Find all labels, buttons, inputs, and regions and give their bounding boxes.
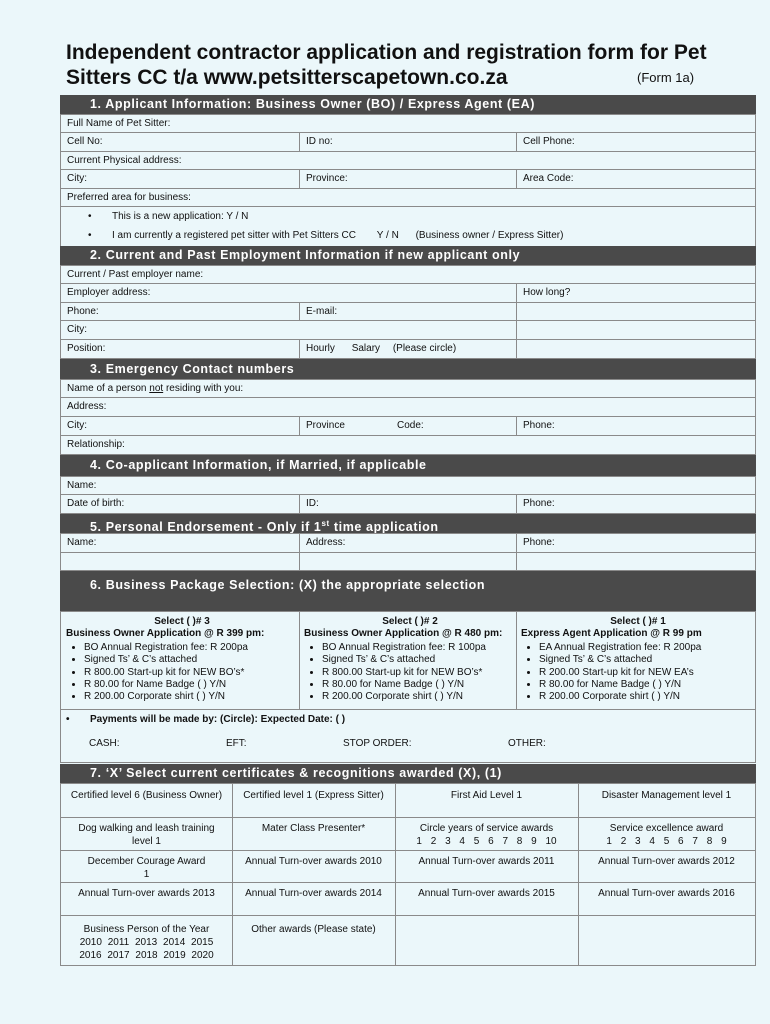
pay-type-options xyxy=(299,340,516,358)
coapplicant-id-field[interactable]: ID: xyxy=(299,495,516,513)
bullet-icon: • xyxy=(66,714,70,725)
turnover-award-2015[interactable]: Annual Turn-over awards 2015 xyxy=(418,888,555,899)
first-aid-level-1[interactable]: First Aid Level 1 xyxy=(450,790,523,801)
select-package-1[interactable]: Select ( )# 1 xyxy=(610,616,666,627)
emergency-city-row xyxy=(60,416,756,436)
coapplicant-name-field[interactable]: Name: xyxy=(67,480,97,491)
package-item: • R 200.00 Corporate shirt ( ) Y/N xyxy=(322,691,516,703)
form-title xyxy=(66,40,707,90)
business-person-of-year[interactable]: Business Person of the Year 2010 2011 2013 2014 2015 2016 2017 2018 2019 2020 xyxy=(79,924,214,961)
package-item: • R 800.00 Start-up kit for NEW BO’s* xyxy=(322,667,516,679)
master-class-presenter[interactable]: Mater Class Presenter* xyxy=(261,823,366,834)
coapplicant-phone-field[interactable]: Phone: xyxy=(516,495,757,513)
employer-city-field[interactable]: City: xyxy=(67,324,87,335)
form-number: (Form 1a) xyxy=(637,70,695,85)
turnover-award-2011[interactable]: Annual Turn-over awards 2011 xyxy=(418,856,555,867)
section-7-header: 7. ‘X’ Select current certificates & recognitions awarded (X), (1) xyxy=(60,764,756,783)
circle-note: (Please circle) xyxy=(392,343,457,354)
package-item: • Signed Ts’ & C’s attached xyxy=(539,654,755,666)
blank-cell[interactable] xyxy=(395,915,578,920)
area-code-field[interactable]: Area Code: xyxy=(516,170,757,188)
full-name-field[interactable]: Full Name of Pet Sitter: xyxy=(67,118,171,129)
salary-option[interactable]: Salary xyxy=(351,343,381,354)
package-item: • BO Annual Registration fee: R 100pa xyxy=(322,642,516,654)
service-years-numbers[interactable]: 1 2 3 4 5 6 7 8 9 10 xyxy=(416,836,557,847)
package-item: • R 80.00 for Name Badge ( ) Y/N xyxy=(84,679,298,691)
grid-divider xyxy=(232,784,233,965)
emergency-address-row xyxy=(60,397,756,417)
dog-walking-training[interactable]: Dog walking and leash training level 1 xyxy=(78,823,215,847)
employer-address-field[interactable]: Employer address: xyxy=(67,287,151,298)
package-item: • BO Annual Registration fee: R 200pa xyxy=(84,642,298,654)
package-2-title: Business Owner Application @ R 480 pm: xyxy=(304,628,503,640)
column-divider xyxy=(516,612,517,709)
column-divider xyxy=(299,612,300,709)
emergency-city-field[interactable]: City: xyxy=(67,420,87,431)
endorser-name-field[interactable]: Name: xyxy=(67,537,97,548)
stop-order-option[interactable]: STOP ORDER: xyxy=(343,738,412,749)
relationship-row xyxy=(60,435,756,455)
physical-address-field[interactable]: Current Physical address: xyxy=(67,155,182,166)
package-1-title: Express Agent Application @ R 99 pm xyxy=(521,628,702,640)
employer-phone-field[interactable]: Phone: xyxy=(67,306,99,317)
blank-cell[interactable] xyxy=(516,340,757,358)
blank-cell[interactable] xyxy=(516,303,757,320)
package-3-title: Business Owner Application @ R 399 pm: xyxy=(66,628,265,640)
package-item: • R 200.00 Start-up kit for NEW EA’s xyxy=(539,667,755,679)
eft-option[interactable]: EFT: xyxy=(226,738,247,749)
package-item: • R 80.00 for Name Badge ( ) Y/N xyxy=(322,679,516,691)
pref-area-row xyxy=(60,188,756,207)
cell-phone-field[interactable]: Cell Phone: xyxy=(516,133,757,151)
section-6-header: 6. Business Package Selection: (X) the appropriate selection xyxy=(60,571,756,611)
city-field[interactable]: City: xyxy=(67,173,87,184)
relationship-field[interactable]: Relationship: xyxy=(67,439,125,450)
grid-divider xyxy=(395,784,396,965)
section-2-header: 2. Current and Past Employment Information if new applicant only xyxy=(60,246,756,265)
blank-cell[interactable] xyxy=(516,553,757,570)
cell-no-field[interactable]: Cell No: xyxy=(67,136,103,147)
blank-cell[interactable] xyxy=(61,553,299,570)
date-of-birth-field[interactable]: Date of birth: xyxy=(67,498,125,509)
package-item: • R 80.00 for Name Badge ( ) Y/N xyxy=(539,679,755,691)
payment-method-line: • Payments will be made by: (Circle): Expected Date: ( ) xyxy=(66,714,346,725)
full-name-row xyxy=(60,114,756,133)
bullet-icon: • xyxy=(88,211,92,222)
disaster-management-level-1[interactable]: Disaster Management level 1 xyxy=(601,790,732,801)
blank-cell[interactable] xyxy=(578,915,755,920)
other-option[interactable]: OTHER: xyxy=(508,738,546,749)
section-5-header: 5. Personal Endorsement - Only if 1st time application xyxy=(60,514,756,533)
cell-row xyxy=(60,132,756,152)
blank-cell[interactable] xyxy=(516,321,757,339)
package-item: • EA Annual Registration fee: R 200pa xyxy=(539,642,755,654)
endorser-address-field[interactable]: Address: xyxy=(299,534,516,552)
turnover-award-2010[interactable]: Annual Turn-over awards 2010 xyxy=(245,856,382,867)
cert-level-6[interactable]: Certified level 6 (Business Owner) xyxy=(70,790,223,801)
id-no-field[interactable]: ID no: xyxy=(299,133,516,151)
package-item: • Signed Ts’ & C’s attached xyxy=(84,654,298,666)
december-courage-award[interactable]: December Courage Award 1 xyxy=(87,856,206,880)
emergency-phone-field[interactable]: Phone: xyxy=(516,417,757,435)
section-1-header: 1. Applicant Information: Business Owner (BO) / Express Agent (EA) xyxy=(60,95,756,114)
hourly-option[interactable]: Hourly xyxy=(306,343,335,354)
turnover-award-2013[interactable]: Annual Turn-over awards 2013 xyxy=(78,888,215,899)
phone-email-row xyxy=(60,302,756,321)
package-3[interactable] xyxy=(66,616,298,704)
position-row xyxy=(60,339,756,359)
package-2[interactable] xyxy=(304,616,516,704)
select-package-2[interactable]: Select ( )# 2 xyxy=(382,616,438,627)
blank-cell[interactable] xyxy=(299,553,516,570)
address-row xyxy=(60,151,756,170)
title-line-1: Independent contractor application and registration form for Pet xyxy=(66,41,707,64)
endorsement-row xyxy=(60,533,756,553)
coapplicant-details-row xyxy=(60,494,756,514)
bullet-icon: • xyxy=(88,230,92,241)
province-field[interactable]: Province: xyxy=(299,170,516,188)
registered-sitter-bullet[interactable]: • I am currently a registered pet sitter with Pet Sitters CC Y / N (Business owner / Express Sitter) xyxy=(88,230,564,241)
package-item: • Signed Ts’ & C’s attached xyxy=(322,654,516,666)
position-field[interactable]: Position: xyxy=(67,343,106,354)
cert-level-1[interactable]: Certified level 1 (Express Sitter) xyxy=(243,790,384,801)
certificates-grid xyxy=(60,783,756,966)
turnover-award-2012[interactable]: Annual Turn-over awards 2012 xyxy=(598,856,735,867)
package-2-items xyxy=(304,642,516,704)
how-long-field[interactable]: How long? xyxy=(516,284,757,302)
years-of-service-awards[interactable]: Circle years of service awards 1 2 3 4 5 6 7 8 9 10 xyxy=(395,817,578,848)
package-item: • R 200.00 Corporate shirt ( ) Y/N xyxy=(539,691,755,703)
grid-divider xyxy=(578,784,579,965)
endorsement-blank-row xyxy=(60,552,756,571)
employer-address-row xyxy=(60,283,756,303)
package-1-items xyxy=(521,642,755,704)
title-line-2: Sitters CC t/a www.petsitterscapetown.co.za xyxy=(66,66,508,89)
emergency-name-field[interactable]: Name of a person not residing with you: xyxy=(67,383,244,394)
emergency-name-row xyxy=(60,379,756,398)
section-3-header: 3. Emergency Contact numbers xyxy=(60,359,756,379)
city-row xyxy=(60,169,756,189)
other-awards[interactable]: Other awards (Please state) xyxy=(251,924,376,935)
section-4-header: 4. Co-applicant Information, if Married, if applicable xyxy=(60,455,756,476)
service-excellence-award[interactable]: Service excellence award 1 2 3 4 5 6 7 8 9 xyxy=(578,817,755,848)
package-1[interactable] xyxy=(521,616,755,704)
package-item: • R 800.00 Start-up kit for NEW BO’s* xyxy=(84,667,298,679)
service-excellence-numbers[interactable]: 1 2 3 4 5 6 7 8 9 xyxy=(606,836,727,847)
coapplicant-name-row xyxy=(60,476,756,495)
employer-name-field[interactable]: Current / Past employer name: xyxy=(67,269,204,280)
select-package-3[interactable]: Select ( )# 3 xyxy=(154,616,210,627)
employer-city-row xyxy=(60,320,756,340)
new-application-bullet[interactable]: • This is a new application: Y / N xyxy=(88,211,249,222)
emergency-province-field[interactable]: Province xyxy=(299,417,391,435)
employer-email-field[interactable]: E-mail: xyxy=(299,303,516,320)
package-3-items xyxy=(66,642,298,704)
emergency-address-field[interactable]: Address: xyxy=(67,401,107,412)
turnover-award-2016[interactable]: Annual Turn-over awards 2016 xyxy=(598,888,735,899)
turnover-award-2014[interactable]: Annual Turn-over awards 2014 xyxy=(245,888,382,899)
emergency-code-field[interactable]: Code: xyxy=(397,420,424,431)
cash-option[interactable]: CASH: xyxy=(89,738,120,749)
endorser-phone-field[interactable]: Phone: xyxy=(516,534,757,552)
employer-name-row xyxy=(60,265,756,284)
preferred-area-field[interactable]: Preferred area for business: xyxy=(67,192,191,203)
package-item: • R 200.00 Corporate shirt ( ) Y/N xyxy=(84,691,298,703)
